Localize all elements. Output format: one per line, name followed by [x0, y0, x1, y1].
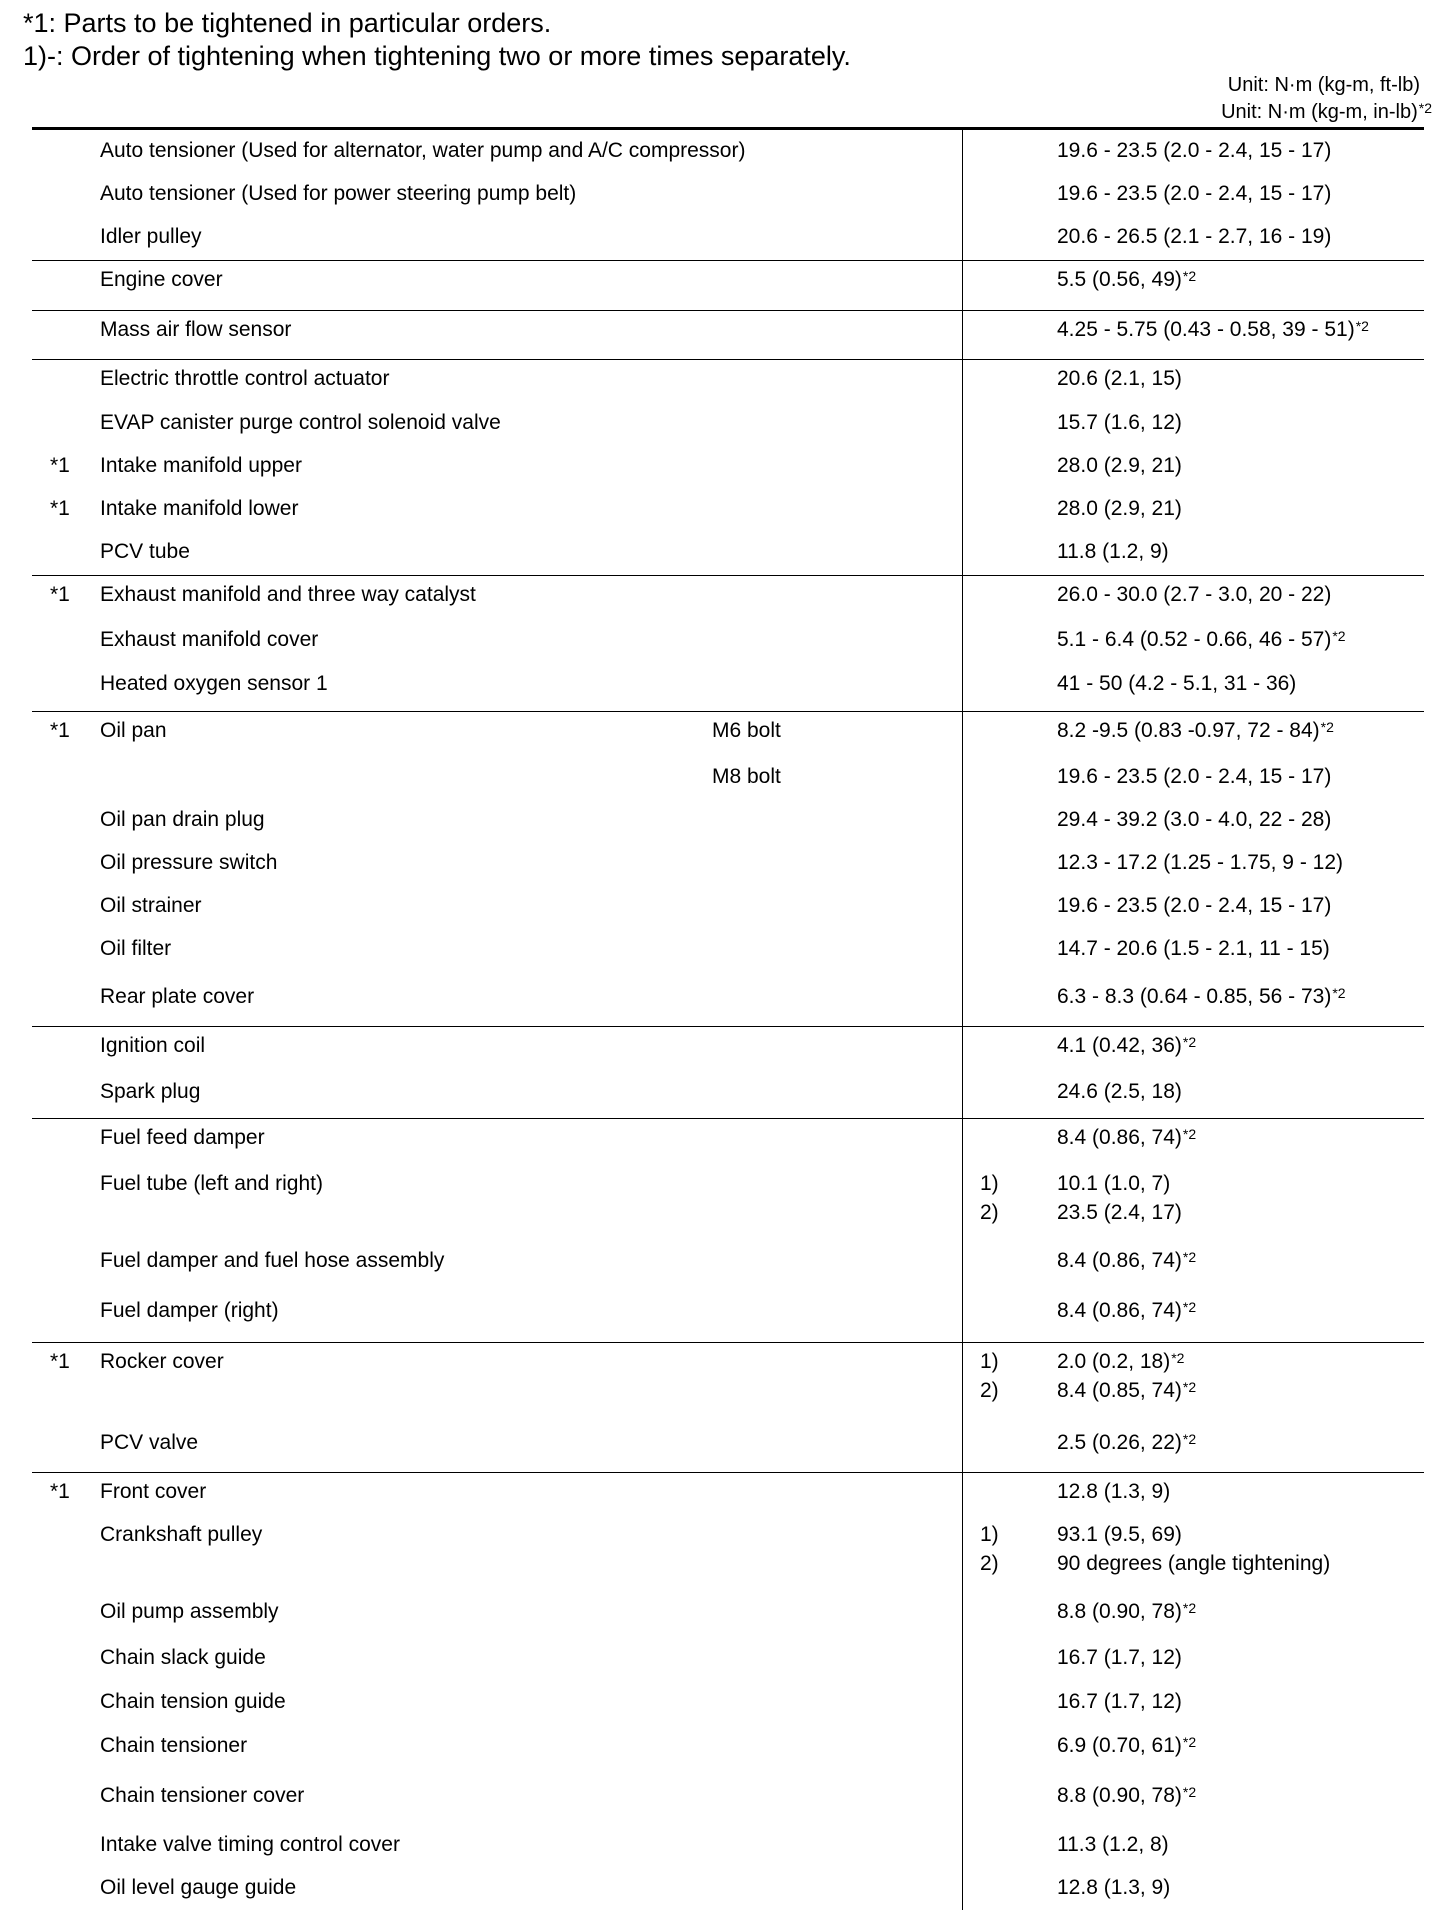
- part-name: Exhaust manifold and three way catalyst: [100, 583, 476, 606]
- torque-value: [1057, 1833, 1169, 1857]
- footnote-mark: *2: [1182, 1600, 1197, 1616]
- footnote-mark: *2: [1182, 1784, 1197, 1800]
- torque-value-text: 8.4 (0.86, 74): [1057, 1249, 1182, 1272]
- table-row: [0, 1776, 1456, 1816]
- torque-value: [1057, 411, 1182, 435]
- part-name: PCV valve: [100, 1431, 199, 1454]
- table-row: [0, 711, 1456, 751]
- table-row: [0, 843, 1456, 883]
- part-name: Chain slack guide: [100, 1646, 266, 1669]
- table-row: [0, 1164, 1456, 1224]
- torque-value: [1057, 985, 1346, 1009]
- table-row: [0, 446, 1456, 486]
- torque-value: [1057, 454, 1182, 478]
- torque-value-text: 19.6 - 23.5 (2.0 - 2.4, 15 - 17): [1057, 765, 1332, 788]
- part-name: Oil strainer: [100, 894, 202, 917]
- order-mark: *1: [50, 454, 70, 477]
- torque-value: [1057, 1552, 1330, 1576]
- part-name: Oil level gauge guide: [100, 1876, 297, 1899]
- torque-value: [1057, 1201, 1182, 1225]
- table-row: [0, 1291, 1456, 1331]
- part-name: Idler pulley: [100, 225, 202, 248]
- torque-value-text: 12.8 (1.3, 9): [1057, 1876, 1171, 1899]
- footnote-mark: *2: [1182, 1126, 1197, 1142]
- part-name: Oil pressure switch: [100, 851, 278, 874]
- torque-value: [1057, 225, 1331, 249]
- torque-value: [1057, 765, 1331, 789]
- torque-value: [1057, 1299, 1196, 1323]
- table-row: [0, 403, 1456, 443]
- torque-value-text: 4.1 (0.42, 36): [1057, 1034, 1182, 1057]
- torque-value: [1057, 1690, 1182, 1714]
- part-name: Oil pan: [100, 719, 167, 742]
- part-name: Intake manifold lower: [100, 497, 299, 520]
- torque-value-text: 12.8 (1.3, 9): [1057, 1480, 1171, 1503]
- table-row: [0, 929, 1456, 969]
- torque-value-text: 8.8 (0.90, 78): [1057, 1600, 1182, 1623]
- table-row: [0, 1423, 1456, 1463]
- torque-value: [1057, 1350, 1184, 1374]
- torque-value-text: 4.25 - 5.75 (0.43 - 0.58, 39 - 51): [1057, 318, 1355, 341]
- part-name: Auto tensioner (Used for alternator, water pump and A/C compressor): [100, 139, 746, 162]
- footnote-mark: *2: [1182, 1734, 1197, 1750]
- torque-value-text: 16.7 (1.7, 12): [1057, 1646, 1182, 1669]
- torque-value: [1057, 1126, 1196, 1150]
- part-name: Oil pan drain plug: [100, 808, 265, 831]
- tightening-step: 2): [980, 1201, 999, 1224]
- part-name: Intake valve timing control cover: [100, 1833, 400, 1856]
- part-name: Intake manifold upper: [100, 454, 302, 477]
- part-name: Fuel damper (right): [100, 1299, 279, 1322]
- order-mark: *1: [50, 719, 70, 742]
- torque-value-text: 8.4 (0.85, 74): [1057, 1379, 1182, 1402]
- torque-value-text: 19.6 - 23.5 (2.0 - 2.4, 15 - 17): [1057, 894, 1332, 917]
- torque-value: [1057, 937, 1330, 961]
- torque-value: [1057, 1734, 1196, 1758]
- part-name: Mass air flow sensor: [100, 318, 292, 341]
- torque-value-text: 41 - 50 (4.2 - 5.1, 31 - 36): [1057, 672, 1297, 695]
- table-row: [0, 489, 1456, 529]
- part-name: Chain tension guide: [100, 1690, 286, 1713]
- table-row: [0, 757, 1456, 797]
- torque-value-text: 14.7 - 20.6 (1.5 - 2.1, 11 - 15): [1057, 937, 1330, 960]
- torque-value-text: 2.0 (0.2, 18): [1057, 1350, 1171, 1373]
- part-name: Exhaust manifold cover: [100, 628, 319, 651]
- torque-value-text: 8.4 (0.86, 74): [1057, 1126, 1182, 1149]
- note-order-mark: *1: Parts to be tightened in particular orders.: [23, 8, 552, 38]
- torque-value-text: 20.6 (2.1, 15): [1057, 367, 1182, 390]
- table-row: [0, 575, 1456, 615]
- table-row: [0, 620, 1456, 660]
- part-name: Chain tensioner: [100, 1734, 248, 1757]
- torque-value: [1057, 672, 1296, 696]
- footnote-mark: *2: [1182, 1379, 1197, 1395]
- table-row: [0, 1592, 1456, 1632]
- footnote-mark: *2: [1182, 1249, 1197, 1265]
- unit-in-lb-sup: *2: [1418, 100, 1432, 116]
- torque-value: [1057, 583, 1331, 607]
- torque-value-text: 20.6 - 26.5 (2.1 - 2.7, 16 - 19): [1057, 225, 1332, 248]
- torque-value-text: 19.6 - 23.5 (2.0 - 2.4, 15 - 17): [1057, 139, 1332, 162]
- torque-value: [1057, 367, 1182, 391]
- part-name: Fuel damper and fuel hose assembly: [100, 1249, 445, 1272]
- torque-value-text: 5.1 - 6.4 (0.52 - 0.66, 46 - 57): [1057, 628, 1332, 651]
- table-row: [0, 1682, 1456, 1722]
- table-row: [0, 1026, 1456, 1066]
- torque-value: [1057, 894, 1331, 918]
- table-row: [0, 1241, 1456, 1281]
- torque-value: [1057, 1784, 1196, 1808]
- table-row: [0, 1072, 1456, 1112]
- table-row: [0, 310, 1456, 350]
- table-row: [0, 886, 1456, 926]
- table-row: [0, 1726, 1456, 1766]
- part-name: Electric throttle control actuator: [100, 367, 390, 390]
- torque-value-text: 11.3 (1.2, 8): [1057, 1833, 1169, 1856]
- torque-value: [1057, 497, 1182, 521]
- bolt-size: M8 bolt: [712, 765, 781, 788]
- table-row: [0, 1515, 1456, 1575]
- part-name: EVAP canister purge control solenoid valve: [100, 411, 501, 434]
- part-name: Fuel feed damper: [100, 1126, 265, 1149]
- part-name: PCV tube: [100, 540, 190, 563]
- table-row: [0, 800, 1456, 840]
- torque-value-text: 6.3 - 8.3 (0.64 - 0.85, 56 - 73): [1057, 985, 1332, 1008]
- torque-value-text: 19.6 - 23.5 (2.0 - 2.4, 15 - 17): [1057, 182, 1332, 205]
- torque-value: [1057, 139, 1331, 163]
- torque-value-text: 26.0 - 30.0 (2.7 - 3.0, 20 - 22): [1057, 583, 1332, 606]
- torque-value: [1057, 1646, 1182, 1670]
- footnote-mark: *2: [1332, 985, 1346, 1001]
- torque-value-text: 23.5 (2.4, 17): [1057, 1201, 1182, 1224]
- torque-value-text: 10.1 (1.0, 7): [1057, 1172, 1171, 1195]
- part-name: Auto tensioner (Used for power steering pump belt): [100, 182, 577, 205]
- table-row: [0, 532, 1456, 572]
- torque-value: [1057, 851, 1343, 875]
- tightening-step: 2): [980, 1552, 999, 1575]
- part-name: Rocker cover: [100, 1350, 224, 1373]
- table-row: [0, 174, 1456, 214]
- table-row: [0, 1868, 1456, 1908]
- torque-value-text: 93.1 (9.5, 69): [1057, 1523, 1182, 1546]
- footnote-mark: *2: [1182, 1431, 1197, 1447]
- torque-value-text: 28.0 (2.9, 21): [1057, 454, 1182, 477]
- table-row: [0, 131, 1456, 171]
- torque-value: [1057, 268, 1196, 292]
- torque-value: [1057, 1379, 1196, 1403]
- footnote-mark: *2: [1355, 318, 1369, 334]
- torque-value-text: 5.5 (0.56, 49): [1057, 268, 1182, 291]
- torque-value: [1057, 1431, 1196, 1455]
- table-row: [0, 664, 1456, 704]
- torque-value-text: 8.4 (0.86, 74): [1057, 1299, 1182, 1322]
- part-name: Front cover: [100, 1480, 207, 1503]
- unit-ft-lb: Unit: N·m (kg-m, ft-lb): [1227, 74, 1420, 96]
- part-name: Fuel tube (left and right): [100, 1172, 323, 1195]
- torque-value-text: 2.5 (0.26, 22): [1057, 1431, 1182, 1454]
- table-row: [0, 1342, 1456, 1402]
- part-name: Chain tensioner cover: [100, 1784, 305, 1807]
- note-tightening-order: 1)-: Order of tightening when tightening two or more times separately.: [23, 41, 851, 71]
- torque-value-text: 90 degrees (angle tightening): [1057, 1552, 1331, 1575]
- footnote-mark: *2: [1332, 628, 1346, 644]
- torque-value: [1057, 1080, 1182, 1104]
- torque-value-text: 16.7 (1.7, 12): [1057, 1690, 1182, 1713]
- torque-value-text: 6.9 (0.70, 61): [1057, 1734, 1182, 1757]
- torque-value-text: 12.3 - 17.2 (1.25 - 1.75, 9 - 12): [1057, 851, 1344, 874]
- torque-value: [1057, 808, 1331, 832]
- torque-value: [1057, 318, 1369, 342]
- torque-value: [1057, 1600, 1196, 1624]
- torque-value-text: 28.0 (2.9, 21): [1057, 497, 1182, 520]
- torque-value: [1057, 182, 1331, 206]
- torque-value: [1057, 1480, 1170, 1504]
- table-row: [0, 1825, 1456, 1865]
- table-row: [0, 1638, 1456, 1678]
- part-name: Heated oxygen sensor 1: [100, 672, 328, 695]
- footnote-mark: *2: [1320, 719, 1334, 735]
- torque-value: [1057, 719, 1334, 743]
- part-name: Spark plug: [100, 1080, 201, 1103]
- order-mark: *1: [50, 1480, 70, 1503]
- torque-value-text: 29.4 - 39.2 (3.0 - 4.0, 22 - 28): [1057, 808, 1332, 831]
- footnote-mark: *2: [1182, 268, 1197, 284]
- torque-value: [1057, 1172, 1170, 1196]
- torque-value-text: 11.8 (1.2, 9): [1057, 540, 1169, 563]
- unit-in-lb-text: Unit: N·m (kg-m, in-lb): [1221, 101, 1418, 123]
- table-row: [0, 1472, 1456, 1512]
- part-name: Engine cover: [100, 268, 223, 291]
- table-row: [0, 217, 1456, 257]
- torque-value-text: 24.6 (2.5, 18): [1057, 1080, 1182, 1103]
- order-mark: *1: [50, 497, 70, 520]
- order-mark: *1: [50, 1350, 70, 1373]
- table-row: [0, 359, 1456, 399]
- torque-value-text: 8.8 (0.90, 78): [1057, 1784, 1182, 1807]
- table-row: [0, 977, 1456, 1017]
- part-name: Rear plate cover: [100, 985, 255, 1008]
- part-name: Ignition coil: [100, 1034, 206, 1057]
- torque-value: [1057, 628, 1346, 652]
- part-name: Crankshaft pulley: [100, 1523, 263, 1546]
- torque-value: [1057, 540, 1169, 564]
- order-mark: *1: [50, 583, 70, 606]
- tightening-step: 1): [980, 1523, 999, 1546]
- tightening-step: 1): [980, 1172, 999, 1195]
- footnote-mark: *2: [1171, 1350, 1185, 1366]
- tightening-step: 2): [980, 1379, 999, 1402]
- footnote-mark: *2: [1182, 1034, 1197, 1050]
- torque-value-text: 8.2 -9.5 (0.83 -0.97, 72 - 84): [1057, 719, 1320, 742]
- part-name: Oil pump assembly: [100, 1600, 279, 1623]
- footnote-mark: *2: [1182, 1299, 1197, 1315]
- torque-value: [1057, 1876, 1170, 1900]
- bolt-size: M6 bolt: [712, 719, 781, 742]
- part-name: Oil filter: [100, 937, 172, 960]
- torque-value: [1057, 1523, 1182, 1547]
- table-row: [0, 1118, 1456, 1158]
- torque-value-text: 15.7 (1.6, 12): [1057, 411, 1182, 434]
- torque-value: [1057, 1034, 1196, 1058]
- tightening-step: 1): [980, 1350, 999, 1373]
- table-row: [0, 260, 1456, 300]
- torque-value: [1057, 1249, 1196, 1273]
